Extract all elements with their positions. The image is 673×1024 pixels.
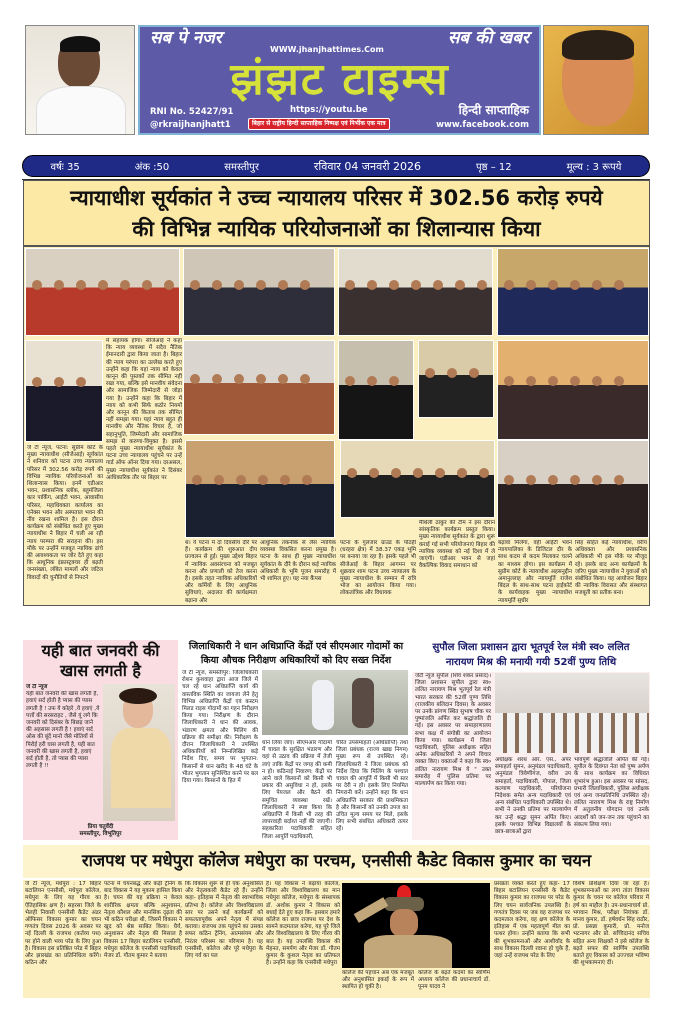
person-figure <box>300 374 310 384</box>
ncc-col: है। यह विकास ने बढ़ाया कॉलेज, जिला और विश्वविद्यालय का मान मधेपुरा कॉलेज, मधेपुरा के संस्थापक डॉ. अशोक कुमार ने विकास को बधाई देते हुए कहा कि- इसबार हमारे कॉलेज का छात्र राजपथ पर देश के सामने कदमताल करेगा, यह पूरे जिले और विश्वविद्यालय के लिए गौरव की बात है। यह उपलब्धि विकास की मेहनत, समर्पण और मेजर डॉ. गौतम कुमार के कुशल नेतृत्व का प्रतिफल है। उन्होंने कहा कि एनसीसी मधेपुरा <box>266 881 340 967</box>
lead-headline: न्यायाधीश सूर्यकांत ने उच्च न्यायालय परिसर में 302.56 करोड़ रुपये की विभिन्न न्यायिक परियोजनाओं का शिलान्यास किया <box>23 180 650 246</box>
person-figure <box>120 280 130 290</box>
event-photo <box>183 248 335 336</box>
publication-type: हिन्दी साप्ताहिक <box>458 103 529 117</box>
person-figure <box>234 280 244 290</box>
youtube-link[interactable]: https://youtu.be <box>290 105 368 115</box>
event-photo <box>497 248 649 336</box>
person-figure <box>570 280 580 290</box>
person-figure <box>411 280 421 290</box>
tagline: बिहार से राष्ट्रीय हिन्दी साप्ताहिक निष्पक्ष एवं निर्भीक एक मात्र <box>248 118 390 130</box>
founder-portrait <box>543 25 649 135</box>
person-figure <box>345 376 355 386</box>
person-figure <box>98 280 108 290</box>
ncc-col: कॉलेज की पहचान अब एक मजबूत और अनुशासित इकाई के रूप में स्थापित हो चुकी है। <box>342 970 414 991</box>
person-figure <box>504 376 514 386</box>
person-figure <box>278 374 288 384</box>
person-figure <box>479 468 489 478</box>
website: WWW.jhanjhattimes.Com <box>270 45 384 54</box>
lead-col: आधुनिक तकनीक से लैस न्यायिक व्यवस्था विकसित करना प्रमुख है। पटना के साथ ही मुख्य न्यायाधीश सूर्यकांत के दौरे के दौरान कई न्यायिक अधिकारी के भूमि पूजन समारोह में भी शामिल हुए। यह नया कैंपस <box>260 540 336 583</box>
logo-title: झंझट टाइम्स <box>230 54 450 105</box>
person-figure <box>54 280 64 290</box>
year: वर्षः 35 <box>50 162 80 173</box>
person-figure <box>367 280 377 290</box>
masthead <box>138 25 541 135</box>
page-count: पृष्ठ – 12 <box>475 162 512 173</box>
supaul-event-photo <box>495 673 649 753</box>
person-figure <box>369 468 379 478</box>
slogan-left: सब पे नजर <box>150 28 222 48</box>
event-photo <box>497 440 649 538</box>
person-figure <box>548 376 558 386</box>
person-figure <box>76 377 86 387</box>
person-figure <box>258 475 268 485</box>
event-photo <box>497 340 649 440</box>
supaul-col: भावपूर्ण श्रद्धांजलि अर्पित की गई। सुपौल के दिवंगत नेता को पुष्प अर्पण के साथ कार्यक्रम का विधिवत शुभारंभ हुआ। इस अवसर पर सांसद, प्रभारी जिलाधिकारी, पुलिस अधीक्षक एवं अन्य जनप्रतिनिधि उपस्थित रहे। ललित नारायण मिश्र के राष्ट्र निर्माण में अतुलनीय योगदान एवं उनके आदर्शों को जन-जन तक पहुंचाने का संकल्प लिया गया। <box>574 757 649 828</box>
ncc-col: विशेष प्रशिक्षण दिया जा रहा है। शुभकामनाओं का लगा तांता विकास कुमार के चयन पर कॉलेज परिवार में हर्ष का माहौल है। उप-प्रधानाचार्य प्रो. भगवान मिश्र, परीक्षा नियंत्रक डॉ. मानव कुमार, डॉ. हर्षवर्धन सिंह राठौर, प्रो. प्रसन्ना कुमारी, प्रो. मनोज भटनागर और प्रो. सच्चिदानंद सचिव सहित अन्य शिक्षकों ने इसे कॉलेज के बढ़ते सफर की स्वर्णिम उपलब्धि बताते हुए विकास को उज्ज्वल भविष्य की शुभकामनाएं दीं। <box>573 881 649 967</box>
person-figure <box>347 468 357 478</box>
issue: अंक :50 <box>134 162 170 173</box>
person-figure <box>469 368 479 378</box>
person-figure <box>389 280 399 290</box>
lead-col: सिंह सहित कई न्यायाधीश, वरीय अधिवक्ता और प्रशासनिक अधिकारी भी इस मौके पर मौजूद रहे। इसके बाद अन्य कार्यक्रमों के जरिए मुख्य न्यायाधीश ने युवाओं को संबोधित किया। यह आयोजन बिहार की न्यायिक विरासत और संस्थागत मजबूती का प्रतीक बना। <box>575 540 647 597</box>
facebook-link[interactable]: www.facebook.com <box>436 120 529 130</box>
ncc-cadet-photo <box>342 883 490 968</box>
lead-col: मैथिली ठाकुर की टीम ने इस दौरान सांस्कृतिक कार्यक्रम प्रस्तुत किया। मुख्य न्यायाधीश सूर्यकांत के द्वारा शुरू कराई गई सभी परियोजनाएं बिहार की न्यायिक व्यवस्था को नई दिशा में ले जाएंगी। एडीआर भवन से जहां वैकल्पिक विवाद समाधान को <box>419 520 495 570</box>
person-figure <box>54 377 64 387</box>
person-figure <box>190 280 200 290</box>
person-figure <box>548 280 558 290</box>
person-figure <box>212 374 222 384</box>
event-photo <box>338 248 493 336</box>
supaul-col: जेटी न्यूज सुपौल (शिव शंकर प्रसाद)। जिला प्रशासन सुपौल द्वारा स्व० ललित नारायण मिश्र भूतपूर्व रेल मंत्री भारत सरकार की 52वीं पुण्य तिथि (राजकीय बलिदान दिवस) के अवसर पर उनके प्रांगण स्थित सुभाष चौक पर पुष्पांजलि अर्पित कर श्रद्धांजलि दी गई। इस अवसर पर समाहरणालय सभा कक्ष में संगोष्ठी का आयोजन किया गया। कार्यक्रम में जिला पदाधिकारी, पुलिस अधीक्षक सहित अनेक अधिकारियों ने अपने विचार व्यक्त किए। वक्ताओं ने कहा कि स्व० ललित नारायण मिश्र ये " उक्त समारोह में पुलिस प्रतिमा पर माल्यार्पण कर किया गया। <box>415 673 491 788</box>
poem-place: समस्तीपुर, विभूतिपुर <box>79 830 122 837</box>
person-figure <box>592 475 602 485</box>
person-figure <box>391 468 401 478</box>
person-figure <box>614 376 624 386</box>
event-photo <box>25 340 103 442</box>
dm-headline: जिलाधिकारी ने धान अधिप्राप्ति केंद्रों एवं सीएमआर गोदामों का किया औचक निरीक्षण अधिकारियों को दिए सख्त निर्देश <box>188 641 404 666</box>
lead-col: बढ़ावा मिलेगा, वहीं आईटी भवन न्यायपालिका के डिजिटल दौर के साथ कदम से कदम मिलाकर चलने का माध्यम होगा। इस कार्यक्रम में सुप्रीम कोर्ट के न्यायाधीश अहसनुद्दीन अमानुल्लाह और न्यायमूर्ति राजेश बिंदल के साथ-साथ पटना हाईकोर्ट के कार्यवाहक मुख्य न्यायाधीश न्यायमूर्ति सुधीर <box>498 540 572 603</box>
person-figure <box>32 280 42 290</box>
person-figure <box>234 374 244 384</box>
date-bar <box>22 155 650 177</box>
person-figure <box>592 280 602 290</box>
event-photo <box>418 340 494 418</box>
editor-photo <box>25 25 135 135</box>
poem-byline: जे टी न्यूज <box>26 684 48 690</box>
person-figure <box>256 374 266 384</box>
person-figure <box>345 280 355 290</box>
person-figure <box>457 468 467 478</box>
person-figure <box>548 475 558 485</box>
person-figure <box>526 376 536 386</box>
person-figure <box>570 376 580 386</box>
person-figure <box>302 475 312 485</box>
event-photo <box>185 440 335 538</box>
person-figure <box>592 376 602 386</box>
ncc-col: प्रसन्नता व्यक्त करते हुए कहा- 17 बिहार बटालियन एनसीसी के कैडेट विकास कुमार का राजपथ पर परेड के लिए चयन सार्वजनिक उपलब्धि है। गणतंत्र दिवस पर जब वह राजपथ पर कदमताल करेगा, वह क्षण कॉलेज के इतिहास में एक महत्वपूर्ण मील का पत्थर होगा। उन्होंने बताया कि सभी की शुभकामनाओं और आशीर्वाद के साथ विकास दिल्ली रवाना हो चुके हैं, जहां उन्हें राजपथ परेड के लिए <box>494 881 570 960</box>
dm-col: जे टी न्यूज, समस्तीपुर: जिलाधिकारी रोशन कुशवाहा द्वारा आज जिले में चल रहे धान अधिप्राप्ति कार्य की वास्तविक स्थिति का जायजा लेने हेतु विभिन्न अधिप्राप्ति केंद्रों एवं कस्टम मिलड राइस गोदामों का गहन निरीक्षण किया गया। निरीक्षण के दौरान जिलाधिकारी ने धान की आवक, भंडारण क्षमता और मिलिंग की प्रक्रिया की समीक्षा की। निरीक्षण के दौरान जिलाधिकारी ने उपस्थित अधिकारियों को निम्नलिखित कड़े निर्देश दिए, समय पर भुगतान: किसानों से धान खरीद के 48 घंटे के भीतर भुगतान सुनिश्चित करने पर बल दिया गया। किसानों के हित में <box>182 670 258 785</box>
person-figure <box>76 280 86 290</box>
poem-box <box>23 640 178 840</box>
dm-col: चरित उपसमाहर्ता (अधिप्राप्ति) तथा जिला प्रबंधक (राज्य खाद्य निगम) मुख्य रूप से उपस्थित रहे। जिलाधिकारी ने जिला प्रबंधक को निर्देश दिया कि मिलिंग के पश्चात चावल की आपूर्ति में किसी भी स्तर पर देरी न हो। इसके लिए नियमित निगरानी करें। उन्होंने कहा कि धान अधिप्राप्ति सरकार की प्राथमिकता है और किसानों को उनकी उपज का उचित मूल्य समय पर मिले, इसके लिए सभी संबंधित अधिकारी तत्पर रहें। <box>336 740 408 833</box>
twitter-handle: @rkraijhanjhatt1 <box>150 120 231 130</box>
lead-col: थे। ये पटना में दो दिवसीय दौरे पर हैं। कार्यक्रम की शुरुआत दीप प्रज्वलन से हुई। मुख्य उद्देश्य बिहार में न्यायिक अवसंरचना को मजबूत करना और प्रणाली को तेज करना है। इसके तहत न्यायिक अधिकारियों और कर्मियों के लिए आधुनिक सुविधाएं, अदालत की कार्यक्षमता बढ़ाना और <box>185 540 257 603</box>
person-figure <box>389 376 399 386</box>
lead-col: जे टी न्यूज, पटना: सुप्रीम कोर्ट के मुख्य न्यायाधीश (सीजेआई) सूर्यकांत ने शनिवार को पटना उच्च न्यायालय परिसर में 302.56 करोड़ रुपये की विभिन्न न्यायिक परियोजनाओं का शिलान्यास किया। इनमें एडीआर भवन, प्रशासनिक ब्लॉक, बहुमंजिला कार पार्किंग, आईटी भवन, आवासीय परिसर, महाधिवक्ता कार्यालय का एनेक्स भवन और अस्पताल भवन की नींव रखना शामिल है। इस दौरान कार्यक्रम को संबोधित करते हुए मुख्य न्यायाधीश ने बिहार में चली आ रही न्याय परम्परा की सराहना की। इस मौके पर उन्होंने मजबूत न्यायिक ढांचे की आवश्यकता पर जोर देते हुए कहा कि आधुनिक इंफ्रास्ट्रक्चर ही बढ़ती जनसंख्या, लंबित मामलों और जटिल विवादों की चुनौतियों से निपटने <box>27 445 103 581</box>
ncc-col: पटना में चयनबद्ध और कड़ी ट्रेनिंग के बाद विकास ने यह मुकाम हासिल किया है। चयन की यह प्रक्रिया न केवल शारीरिक क्षमता बल्कि अनुशासन, नेतृत्व कौशल और मानसिक दृढ़ता की भी कठिन परीक्षा थी, जिसमें विकास ने खुद को श्रेष्ठ साबित किया। धैर्य, अनुशासन और नेतृत्व की मिसाल है विकास 17 बिहार बटालियन एनसीसी, मधेपुरा कॉलेज के एनसीसी पदाधिकारी मेजर डॉ. गौतम कुमार ने बताया <box>104 881 182 960</box>
person-figure <box>413 468 423 478</box>
person-figure <box>425 368 435 378</box>
person-figure <box>614 475 624 485</box>
person-figure <box>190 374 200 384</box>
poem-title: यही बात जनवरी की खास लगती है <box>41 641 160 680</box>
person-figure <box>504 280 514 290</box>
poet-photo <box>103 684 175 821</box>
event-photo <box>183 340 335 435</box>
person-figure <box>570 475 580 485</box>
ncc-col: कि विकास शुरू से ही एक अनुशासित और नेतृत्वकारी कैडेट रहे हैं। उन्होंने कहा- इतिहास में नेतृत्व की स्वाभाविक प्रतिभा है। कॉलेज और विश्वविद्यालय स्तर पर उसने कई कार्यक्रमों को सफलतापूर्वक अपने नेतृत्व में संपन्न कराया। राजपथ तक पहुंचने का उसका सफर कठिन ट्रेनिंग, आत्मसंयम और निरंतर परिश्रम का परिणाम है। यह एनसीसी, कॉलेज और पूरे मधेपुरा के लिए गर्व का पल <box>185 881 263 960</box>
event-photo <box>340 440 495 518</box>
person-figure <box>477 280 487 290</box>
person-figure <box>455 280 465 290</box>
rni-number: RNI No. 52427/91 <box>150 107 234 117</box>
person-figure <box>256 280 266 290</box>
dm-col: धान लिया जाए। सीएमआर गोदामों में चावल के सुरक्षित भंडारण और वहां से उठाव की प्रक्रिया में तेजी लाएं ताकि केंद्रों पर जगह की कमी न हो। कठिनाई निवारण: केंद्रों पर आने वाले किसानों को किसी भी प्रकार की असुविधा न हो, इसके लिए पेयजल और बैठने की समुचित व्यवस्था रखें। जिलाधिकारी ने स्पष्ट किया कि अधिप्राप्ति में किसी भी तरह की लापरवाही बर्दाश्त नहीं की जाएगी। सहकारिता पदाधिकारी सहित जिला आपूर्ति पदाधिकारी, <box>262 740 332 840</box>
person-figure <box>367 376 377 386</box>
ncc-col: जे टी न्यूज, मधेपुरा : 17 बिहार बटालियन एनसीसी, मधेपुरा कॉलेज, मधेपुरा के लिए यह गौरव का ऐतिहासिक क्षण है। सहरसा जिले के भेलही निवासी एनसीसी कैडेट अंडर ऑफिसर विकास कुमार का चयन गणतंत्र दिवस 2026 के अवसर पर नई दिल्ली के राजपथ (कर्तव्य पथ) पर होने वाली भव्य परेड के लिए हुआ है। विकास इस प्रतिष्ठित परेड में बिहार और झारखंड का प्रतिनिधित्व करेंगे। कठिन और <box>25 881 101 967</box>
person-figure <box>447 368 457 378</box>
person-figure <box>504 475 514 485</box>
slogan-right: सब की खबर <box>447 28 529 48</box>
person-figure <box>526 280 536 290</box>
person-figure <box>278 280 288 290</box>
person-figure <box>526 475 536 485</box>
person-figure <box>435 468 445 478</box>
lead-col: में सहायक होगा। सीजेआई ने कहा कि न्याय व्यवस्था में सदैव नैतिक ईमानदारी द्वारा किया जाता है। बिहार की न्याय परंपरा का उल्लेख करते हुए उन्होंने कहा कि यहां न्याय को केवल कानून की पुस्तकों तक सीमित नहीं रखा गया, बल्कि इसे मानवीय संवेदना और सामाजिक जिम्मेदारी से जोड़ा गया है। उन्होंने कहा कि बिहार में न्याय को कभी सिर्फ कठोर नियमों और कानून की किताब तक सीमित नहीं समझा गया। यहां न्याय बहुत ही मानवीय और नैतिक विचार है, जो सहानुभूति, जिम्मेदारी और सामाजिक समझ से करुणा-विमुक्त है। इससे पहले मुख्य न्यायाधीश सूर्यकांत के पटना उच्च न्यायालय पहुंचने पर उन्हें गार्ड ऑफ ऑनर दिया गया। दरअसल, मुख्य न्यायाधीश सूर्यकांत ने दिसंबर आधिकारिक तौर पर बिहार पर <box>106 338 182 481</box>
supaul-col: अधीक्षक शरथ आर. एस., अपर समाहर्ता सुमन, अनुमंडल पदाधिकारी, अनुमंडल त्रिवेणीगंज, वरीय उप समाहर्ता, पदाधिकारी, गोपाल, जिला कल्याण पदाधिकारी, परियोजना निदेशक समेत अन्य पदाधिकारी एवं अन्य संबंधित पदाधिकारी उपस्थित थे। सभी ने उनकी प्रतिमा पर माल्यार्पण कर उन्हें श्रद्धा सुमन अर्पित किए। इसके पश्चात विभिन्न विद्यालयों के छात्र-छात्राओं द्वारा <box>495 757 571 836</box>
person-figure <box>300 280 310 290</box>
person-figure <box>280 475 290 485</box>
price: मूल्य : 3 रूपये <box>566 162 622 173</box>
person-figure <box>212 280 222 290</box>
person-figure <box>164 280 174 290</box>
poem-text: यही बात जनवरी की खास लगती है, हवाएं सर्द होती है प्यास की प्यास लगती है ! उफ ये कोहरे ,ये हवाएं ,ये पत्तों की सरसराहट , जैसे यूं लगे कि जनवरी को दिसंबर के बिछड़ जाने की अहसास लगती है ! हवाएं सर्द ओस की बूंदें मानो जैसे मोतियों से पिरोई हरी घास लगती है, यही बात जनवरी की खास लगती है, हवाएं सर्द होती है, तो प्यास की प्यास लगती है !! <box>26 691 100 770</box>
person-figure <box>614 280 624 290</box>
person-figure <box>142 280 152 290</box>
supaul-headline: सुपौल जिला प्रशासन द्वारा भूतपूर्व रेल मंत्री स्व० ललित नारायण मिश्र की मनायी गयी 52वीं पुण्य तिथि <box>432 642 630 668</box>
person-figure <box>192 475 202 485</box>
place: समस्तीपुर <box>224 162 259 173</box>
event-photo <box>338 340 414 440</box>
dm-inspection-photo <box>262 670 408 735</box>
person-figure <box>214 475 224 485</box>
ncc-headline: राजपथ पर मधेपुरा कॉलेज मधेपुरा का परचम, एनसीसी कैडेट विकास कुमार का चयन <box>23 845 650 878</box>
event-photo <box>25 248 180 336</box>
ncc-col: कॉलेज के बढ़ते कदमों का स्वर्णिम अध्याय कॉलेज की प्रधानाचार्य डॉ. पूनम यादव ने <box>418 970 490 991</box>
date: रविवार 04 जनवरी 2026 <box>313 159 422 173</box>
person-figure <box>32 377 42 387</box>
person-figure <box>236 475 246 485</box>
person-figure <box>433 280 443 290</box>
lead-col: पटना के गुलजार ग्राउंड के पोठही (धरहरा क्षेत्र) में 38.37 एकड़ भूमि पर बनाया जा रहा है। इसके पहले भी सीजेआई के बिहार आगमन पर शुक्रवार शाम पटना उच्च न्यायालय के मुख्य न्यायाधीश के सम्मान में रात्रि भोज का आयोजन किया गया। लोकतांत्रिक और विधायक <box>340 540 416 597</box>
poem-author: प्रिया चतुर्वेदी <box>87 823 114 830</box>
